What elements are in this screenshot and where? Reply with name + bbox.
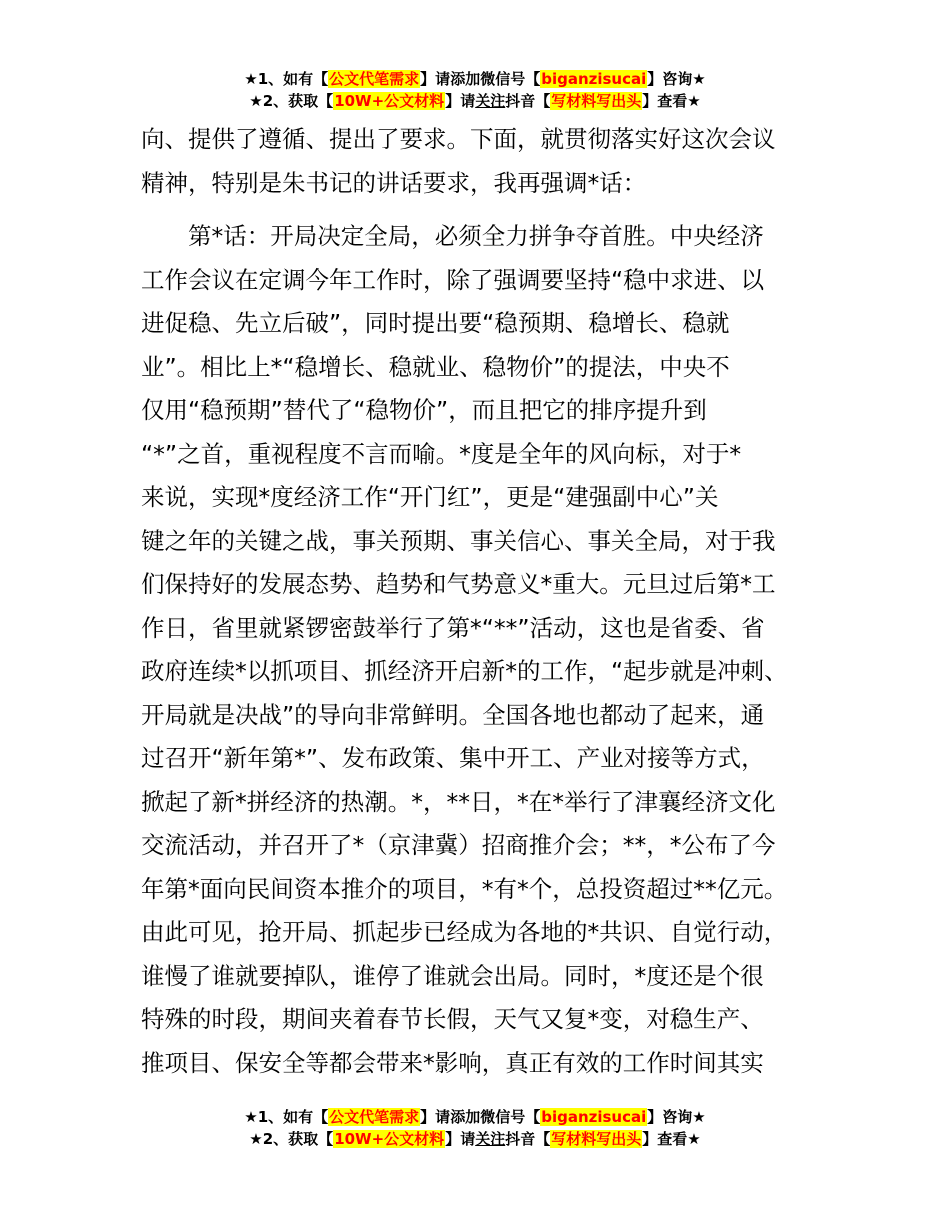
text-line: 第*话：开局决定全局，必须全力拼争夺首胜。中央经济 — [141, 222, 764, 250]
text-line: 工作会议在定调今年工作时，除了强调要坚持“稳中求进、以 — [141, 265, 765, 294]
banner-line-2: ★2、获取【10W+公文材料】请关注抖音【写材料写出头】查看★ — [249, 92, 701, 110]
text-line: 进促稳、先立后破”，同时提出要“稳预期、稳增长、稳就 — [141, 309, 730, 337]
text-line: 年第*面向民间资本推介的项目，*有*个，总投资超过**亿元。 — [141, 874, 788, 903]
banner-line-1: ★1、如有【公文代笔需求】请添加微信号【biganzisucai】咨询★ — [244, 70, 706, 88]
text-line: 开局就是决战”的导向非常鲜明。全国各地也都动了起来，通 — [141, 700, 765, 729]
text-line: 特殊的时段，期间夹着春节长假，天气又复*变，对稳生产、 — [141, 1005, 764, 1033]
banner-line-2: ★2、获取【10W+公文材料】请关注抖音【写材料写出头】查看★ — [249, 1130, 701, 1148]
text-line: 业”。相比上*“稳增长、稳就业、稳物价”的提法，中央不 — [141, 352, 730, 381]
banner-highlight-douyin: 写材料写出头 — [551, 92, 642, 110]
banner-highlight-service: 公文代笔需求 — [329, 1108, 420, 1126]
text-line: “*”之首，重视程度不言而喻。*度是全年的风向标，对于* — [141, 439, 742, 468]
banner-highlight-materials: 10W+公文材料 — [334, 92, 445, 110]
text-line: 过召开“新年第*”、发布政策、集中开工、产业对接等方式， — [141, 744, 765, 772]
paragraph-gap — [141, 205, 831, 215]
text-line: 们保持好的发展态势、趋势和气势意义*重大。元旦过后第*工 — [141, 570, 776, 598]
text-line: 精神，特别是朱书记的讲话要求，我再强调*话： — [141, 168, 647, 197]
paragraph-1 — [141, 118, 831, 205]
banner-highlight-materials: 10W+公文材料 — [334, 1130, 445, 1148]
header-banner — [0, 68, 950, 112]
document-body — [141, 118, 831, 1085]
text-line: 谁慢了谁就要掉队，谁停了谁就会出局。同时，*度还是个很 — [141, 961, 764, 990]
text-line: 键之年的关键之战，事关预期、事关信心、事关全局，对于我 — [141, 526, 776, 555]
text-line: 向、提供了遵循、提出了要求。下面，就贯彻落实好这次会议 — [141, 125, 776, 153]
footer-banner — [0, 1106, 950, 1150]
text-line: 由此可见，抢开局、抓起步已经成为各地的*共识、自觉行动， — [141, 918, 788, 946]
text-line: 作日，省里就紧锣密鼓举行了第*“**”活动，这也是省委、省 — [141, 613, 765, 642]
banner-highlight-wechat-id: biganzisucai — [541, 1108, 647, 1126]
text-line: 推项目、保安全等都会带来*影响，真正有效的工作时间其实 — [141, 1048, 764, 1077]
banner-line-1: ★1、如有【公文代笔需求】请添加微信号【biganzisucai】咨询★ — [244, 1108, 706, 1126]
banner-highlight-wechat-id: biganzisucai — [541, 70, 647, 88]
text-line: 掀起了新*拼经济的热潮。*，**日，*在*举行了津襄经济文化 — [141, 787, 776, 816]
banner-highlight-douyin: 写材料写出头 — [551, 1130, 642, 1148]
text-line: 交流活动，并召开了*（京津冀）招商推介会；**，*公布了今 — [141, 831, 776, 859]
text-line: 仅用“稳预期”替代了“稳物价”，而且把它的排序提升到 — [141, 396, 707, 424]
text-line: 来说，实现*度经济工作“开门红”，更是“建强副中心”关 — [141, 483, 719, 511]
banner-highlight-service: 公文代笔需求 — [329, 70, 420, 88]
text-line: 政府连续*以抓项目、抓经济开启新*的工作，“起步就是冲刺、 — [141, 657, 788, 685]
paragraph-2 — [141, 215, 831, 1085]
